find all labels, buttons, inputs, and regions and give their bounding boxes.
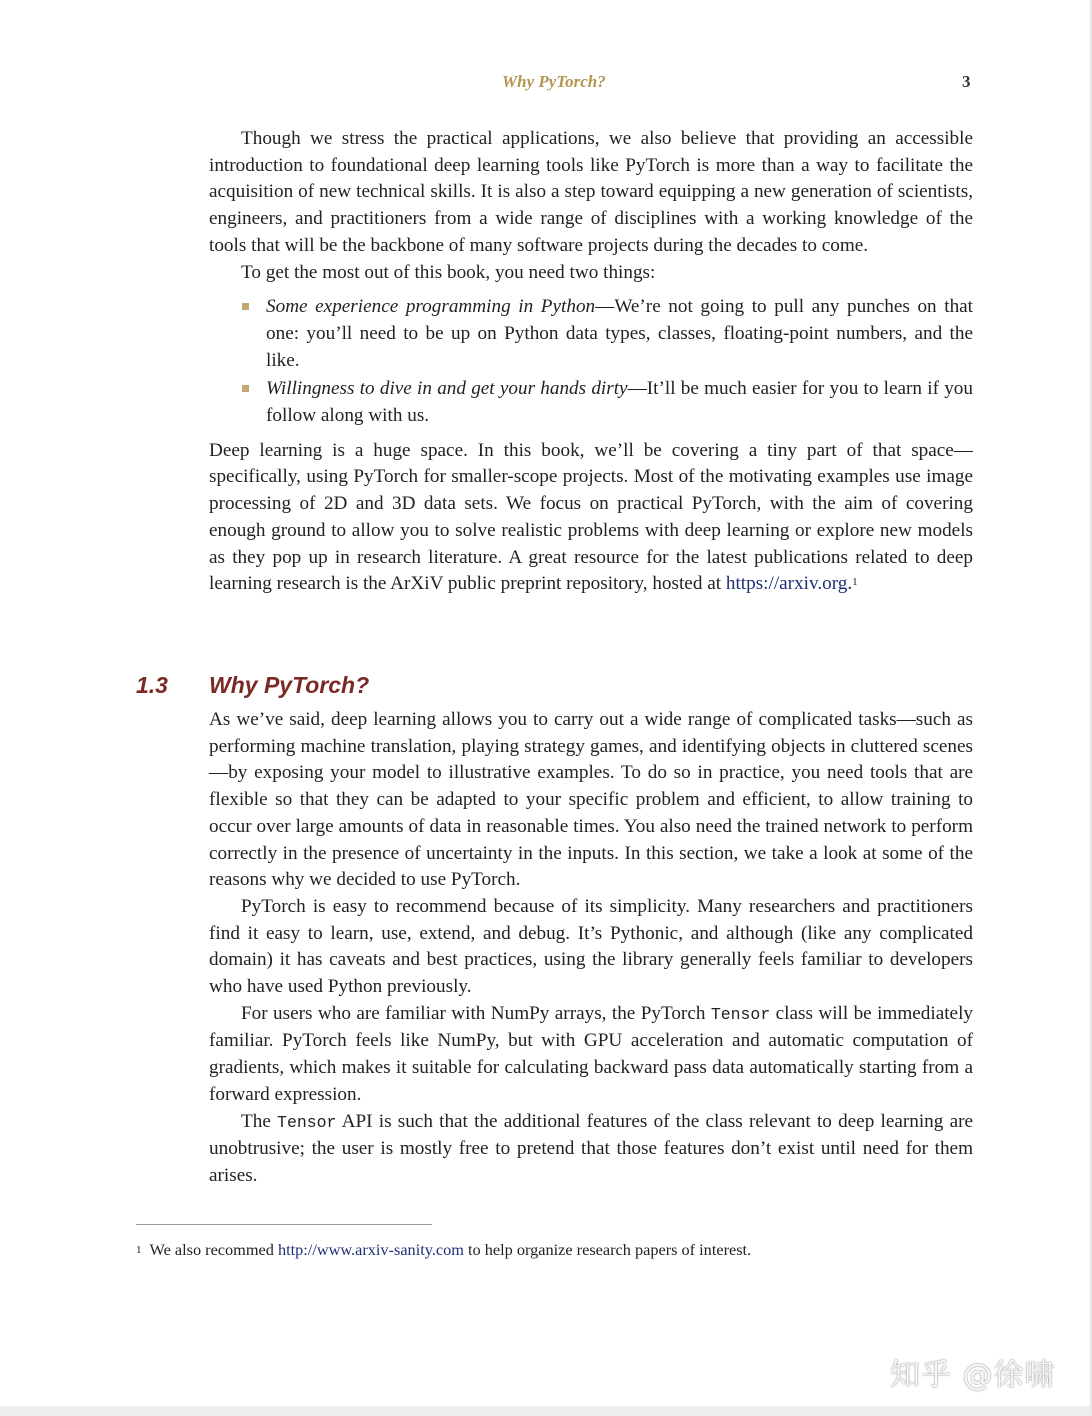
section-paragraph-4-a: The — [241, 1110, 278, 1132]
section-body — [209, 707, 973, 1190]
intro-block — [209, 126, 973, 598]
arxiv-link[interactable]: https://arxiv.org — [725, 573, 848, 595]
section-paragraph-4 — [209, 1109, 973, 1190]
section-title: Why PyTorch? — [209, 672, 370, 698]
watermark: 知乎 @徐啸 — [890, 1358, 1056, 1393]
footnote-text-a: We also recommed — [149, 1240, 278, 1259]
footnote-mark: 1 — [136, 1244, 142, 1256]
list-item — [209, 376, 973, 429]
intro-paragraph-3-text: Deep learning is a huge space. In this book, we’ll be covering a tiny part of that space—specifically, using PyTorch for smaller-scope projects. Most of the motivating examples use image processing of 2D and 3D data sets. We focus on practical PyTorch, with the aim of covering enough ground to allow you to solve realistic problems with deep learning or explore new models as they pop up in research literature. A great resource for the latest publications related to deep learning research is the ArXiV public preprint repository, hosted at — [209, 439, 973, 595]
list-item-text: —It’ll be much easier for you to learn if you follow along with us. — [266, 378, 973, 427]
intro-paragraph-3-end: . — [847, 573, 853, 595]
section-paragraph-3 — [209, 1001, 973, 1109]
section-paragraph-2: PyTorch is easy to recommend because of its simplicity. Many researchers and practitioners find it easy to learn, use, extend, and debug. It’s Pythonic, and although (like any complicated domain) it has caveats and best practices, using the library generally feels familiar to developers who have used Python previously. — [209, 895, 973, 998]
running-title: Why PyTorch? — [502, 72, 606, 91]
list-item — [209, 294, 973, 374]
footnote-ref[interactable]: 1 — [852, 576, 858, 589]
intro-paragraph-2: To get the most out of this book, you need two things: — [241, 261, 656, 283]
requirements-list — [209, 294, 973, 430]
section-paragraph-3-b: class will be immediately familiar. PyTorch feels like NumPy, but with GPU acceleration and automatic computation of gradients, which makes it suitable for calculating backward pass data automatically starting from a forward expression. — [209, 1002, 973, 1105]
footnote-text-b: to help organize research papers of interest. — [463, 1240, 752, 1259]
list-item-text: —We’re not going to pull any punches on that one: you’ll need to be up on Python data types, classes, floating-point numbers, and the like. — [266, 296, 974, 371]
footnote — [136, 1239, 986, 1261]
list-item-lead: Willingness to dive in and get your hands dirty — [266, 378, 628, 400]
footnote-rule — [136, 1224, 432, 1225]
section-paragraph-4-b: API is such that the additional features of the class relevant to deep learning are unobtrusive; the user is mostly free to pretend that those features don’t exist until need for them arises. — [209, 1110, 973, 1186]
tensor-code: Tensor — [710, 1004, 771, 1024]
intro-paragraph-1: Though we stress the practical applications, we also believe that providing an accessible introduction to foundational deep learning tools like PyTorch is more than a way to facilitate the acquisition of new technical skills. It is also a step toward equipping a new generation of scientists, engineers, and practitioners from a wide range of disciplines with a working knowledge of the tools that will be the backbone of many software projects during the decades to come. — [209, 128, 973, 256]
running-head — [0, 72, 1092, 96]
tensor-code: Tensor — [277, 1112, 337, 1132]
arxiv-sanity-link[interactable]: http://www.arxiv-sanity.com — [277, 1240, 464, 1259]
intro-paragraph-3 — [209, 438, 973, 598]
page-number: 3 — [962, 72, 971, 91]
square-bullet-icon — [242, 385, 249, 392]
square-bullet-icon — [242, 303, 249, 310]
section-paragraph-3-a: For users who are familiar with NumPy arrays, the PyTorch — [241, 1002, 711, 1024]
list-item-lead: Some experience programming in Python — [266, 296, 596, 318]
section-number: 1.3 — [136, 672, 168, 698]
section-paragraph-1: As we’ve said, deep learning allows you to carry out a wide range of complicated tasks—such as performing machine translation, playing strategy games, and identifying objects in cluttered scenes—by exposing your model to illustrative examples. To do so in practice, you need tools that are flexible so that they can be adapted to your specific problem and efficient, to allow training to occur over large amounts of data in reasonable times. You also need the trained network to perform correctly in the presence of uncertainty in the inputs. In this section, we take a look at some of the reasons why we decided to use PyTorch. — [209, 709, 973, 891]
